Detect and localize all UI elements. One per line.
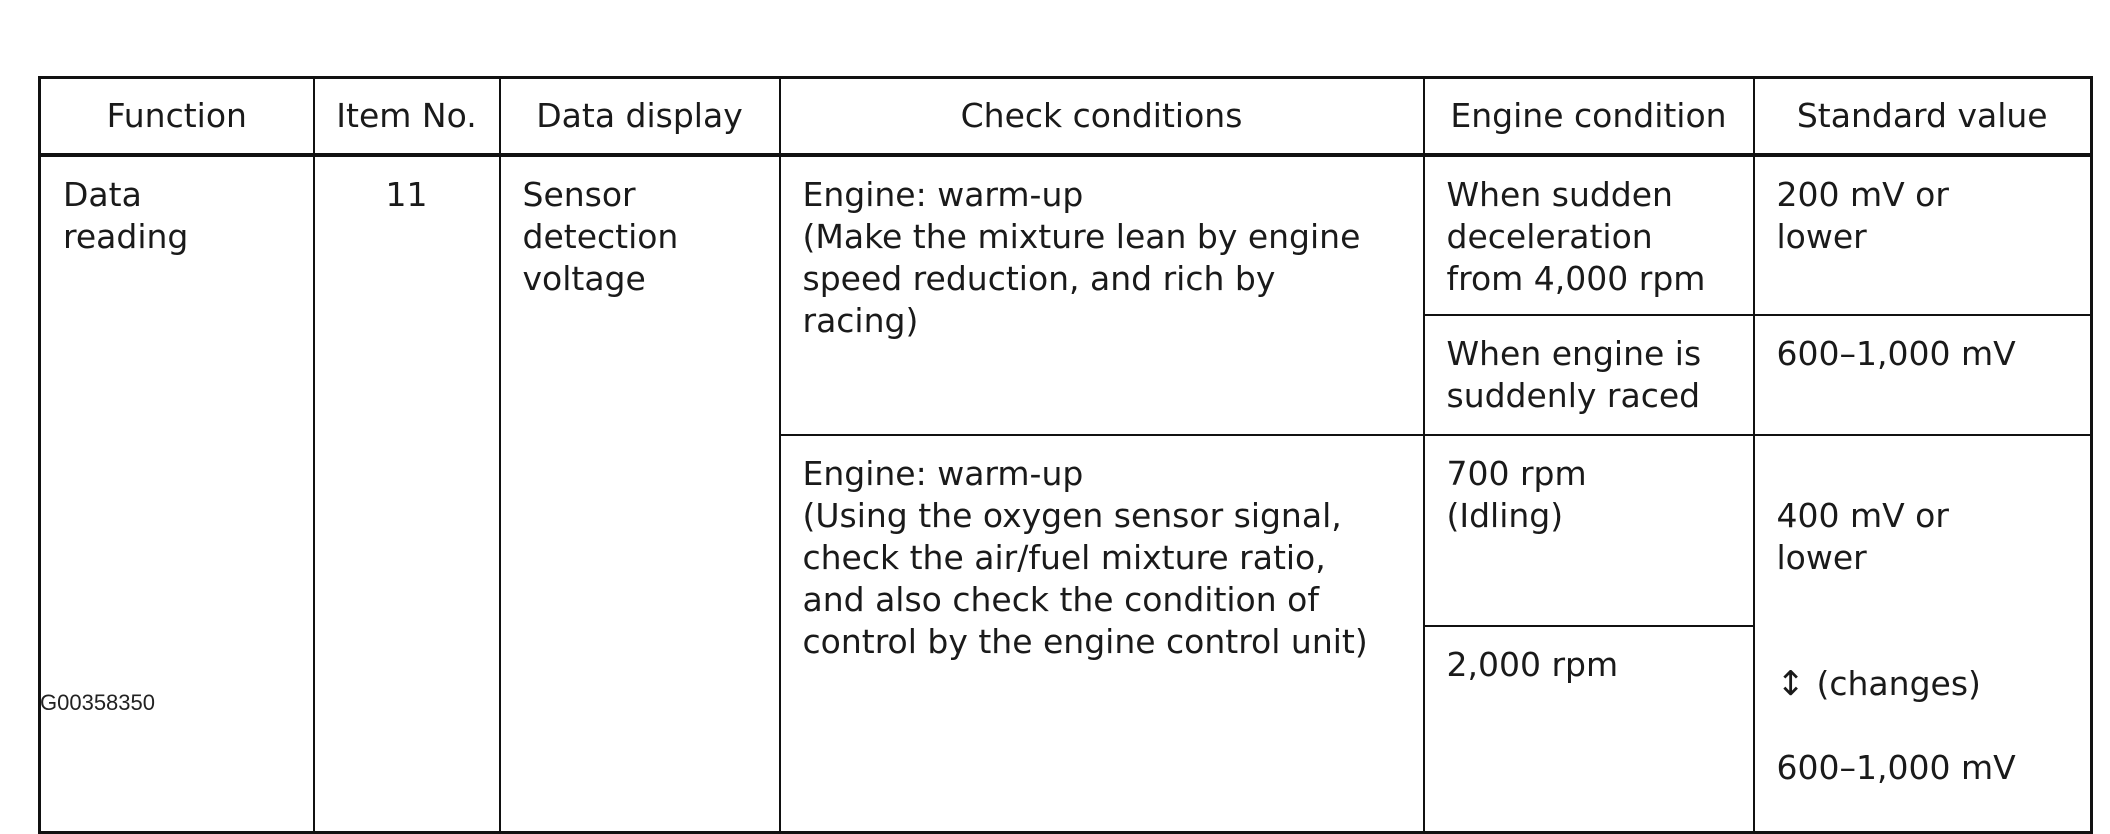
engine-condition-text: 2,000 rpm [1446,644,1619,684]
standard-value-high: 600–1,000 mV [1776,747,2016,787]
data-display-text: Sensor detection voltage [522,174,679,298]
engine-condition-cell [1424,626,1754,832]
check-conditions-text: Engine: warm-up (Make the mixture lean by engine speed reduction, and rich by racing) [802,174,1361,340]
up-down-arrow-icon: ↕ [1776,663,1805,704]
check-conditions-text: Engine: warm-up (Using the oxygen sensor signal, check the air/fuel mixture ratio, and also check the condition of control by the engine control unit) [802,453,1368,661]
item-no-text: 11 [385,174,428,214]
standard-value-low: 400 mV or lower [1776,495,1949,577]
standard-value-text: 200 mV or lower [1776,174,1949,256]
figure-code: G00358350 [40,690,155,715]
check-conditions-cell [780,155,1424,435]
engine-condition-text: When engine is suddenly raced [1446,333,1702,415]
standard-value-range-cell [1754,435,2092,833]
oxygen-sensor-spec-table [38,76,2093,834]
header-check-conditions: Check conditions [780,78,1424,155]
standard-value-changes: (changes) [1816,663,1981,703]
standard-value-cell [1754,155,2092,315]
table-row [40,155,2092,315]
header-engine-condition: Engine condition [1424,78,1754,155]
header-data-display: Data display [500,78,780,155]
standard-value-cell [1754,315,2092,435]
function-cell [40,155,314,833]
standard-value-text: 600–1,000 mV [1776,333,2016,373]
standard-value-change-line [1777,621,2069,705]
header-item-no: Item No. [314,78,500,155]
data-display-cell [500,155,780,833]
function-text: Data reading [63,174,189,256]
item-no-cell [314,155,500,833]
engine-condition-text: When sudden deceleration from 4,000 rpm [1446,174,1706,298]
engine-condition-cell [1424,435,1754,626]
engine-condition-cell [1424,155,1754,315]
check-conditions-cell [780,435,1424,833]
header-standard-value: Standard value [1754,78,2092,155]
engine-condition-cell [1424,315,1754,435]
standard-value-range [1755,436,2091,831]
header-row [40,78,2092,155]
engine-condition-text: 700 rpm (Idling) [1446,453,1587,535]
header-function: Function [40,78,314,155]
